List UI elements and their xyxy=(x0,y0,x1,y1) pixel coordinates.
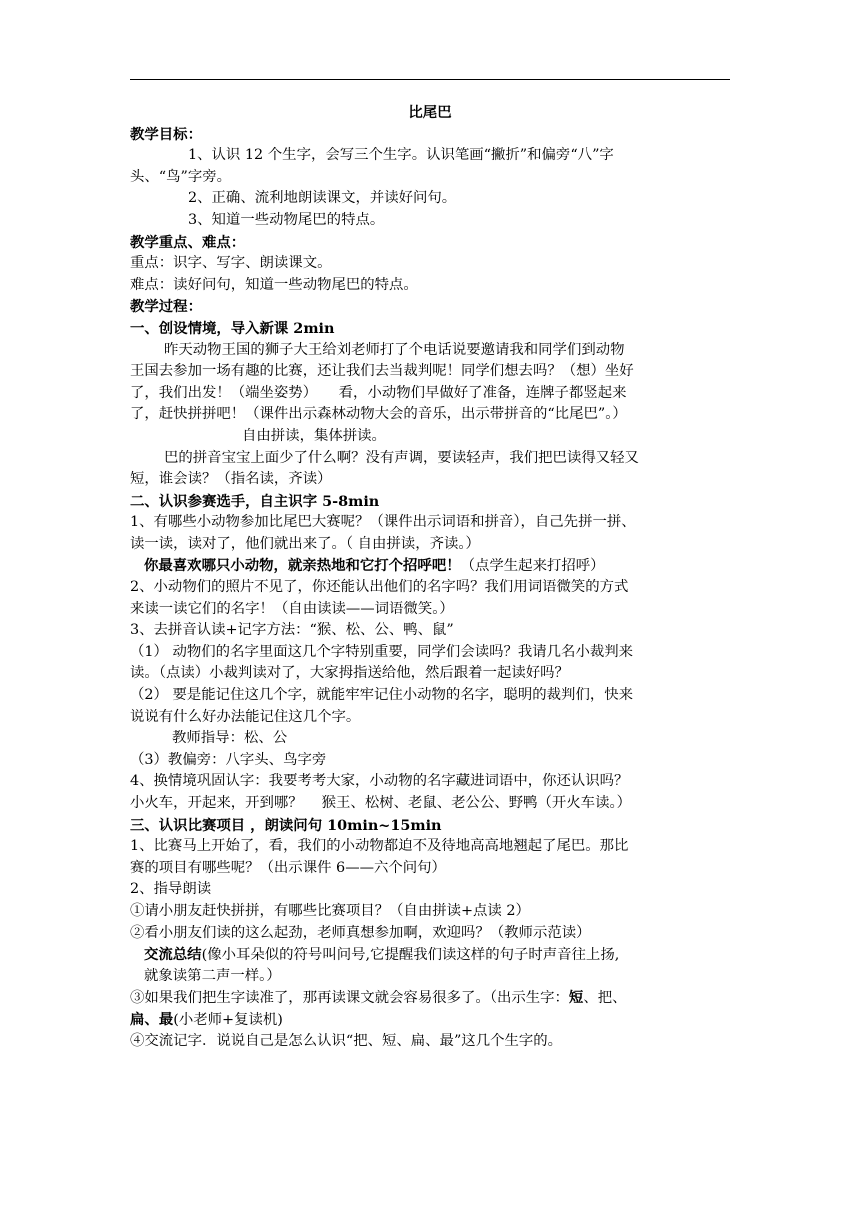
heading-process: 教学过程： xyxy=(130,298,202,316)
section-1-heading: 一、创设情境，导入新课 2min xyxy=(130,319,335,337)
heading-key-points: 教学重点、难点： xyxy=(130,233,246,251)
new-characters-line-2 xyxy=(130,1009,730,1031)
paragraph-line: （2） 要是能记住这几个字，就能牢牢记住小动物的名字，聪明的裁判们，快来 xyxy=(130,687,634,704)
paragraph-line: 2、指导朗读 xyxy=(130,881,212,898)
difficult-point: 难点：读好问句，知道一些动物尾巴的特点。 xyxy=(130,276,418,293)
paragraph-line: 2、小动物们的照片不见了，你还能认出他们的名字吗？我们用词语微笑的方式 xyxy=(130,579,629,596)
new-characters-intro: ③如果我们把生字读准了，那再读课文就会容易很多了。（出示生字： xyxy=(130,990,569,1007)
summary-note: (像小耳朵似的符号叫问号,它提醒我们读这样的句子时声音往上扬, xyxy=(201,947,620,964)
objective-1-cont: 头、“鸟”字旁。 xyxy=(130,168,232,185)
paragraph-line: ④交流记字．说说自己是怎么认识“把、短、扁、最”这几个生字的。 xyxy=(130,1032,563,1049)
objective-1: 1、认识 12 个生字，会写三个生字。认识笔画“撇折”和偏旁“八”字 xyxy=(188,147,614,164)
paragraph-line: 短，谁会读？（指名读，齐读） xyxy=(130,471,332,488)
objective-3: 3、知道一些动物尾巴的特点。 xyxy=(188,211,385,228)
lesson-plan-body xyxy=(130,102,730,1052)
summary-bold: 交流总结 xyxy=(144,946,202,964)
paragraph-line: 4、换情境巩固认字：我要考考大家，小动物的名字藏进词语中，你还认识吗？ xyxy=(130,773,629,790)
paragraph-line: 了，我们出发！（端坐姿势） 看，小动物们早做好了准备，连牌子都竖起来 xyxy=(130,384,627,401)
paragraph-line: 王国去参加一场有趣的比赛，还让我们去当裁判呢！同学们想去吗？（想）坐好 xyxy=(130,363,634,380)
char-zui: 最 xyxy=(158,1010,174,1028)
paragraph-line: ②看小朋友们读的这么起劲，老师真想参加啊，欢迎吗？（教师示范读） xyxy=(130,924,591,941)
section-3-heading: 三、认识比赛项目 ，朗读问句 10min~15min xyxy=(130,816,442,834)
section-2-heading: 二、认识参赛选手，自主识字 5-8min xyxy=(130,492,380,510)
char-separator: 、把、 xyxy=(583,990,627,1007)
paragraph-line: 说说有什么好办法能记住这几个字。 xyxy=(130,708,361,725)
paragraph-line: （3）教偏旁：八字头、鸟字旁 xyxy=(130,751,327,768)
paragraph-line: （1） 动物们的名字里面这几个字特别重要，同学们会读吗？我请几名小裁判来 xyxy=(130,643,634,660)
greeting-bold: 你最喜欢哪只小动物，就亲热地和它打个招呼吧！ xyxy=(144,557,461,575)
paragraph-line: 赛的项目有哪些呢？（出示课件 6——六个问句） xyxy=(130,859,446,876)
paragraph-line: 小火车，开起来，开到哪？ 猴王、松树、老鼠、老公公、野鸭（开火车读。） xyxy=(130,795,632,811)
paragraph-line: 1、比赛马上开始了，看，我们的小动物都迫不及待地高高地翘起了尾巴。那比 xyxy=(130,838,629,855)
greeting-note: （点学生起来打招呼） xyxy=(460,558,605,575)
summary-line xyxy=(130,944,730,966)
char-bian: 扁 xyxy=(130,1010,145,1028)
paragraph-line: 来读一读它们的名字！（自由读读——词语微笑。） xyxy=(130,600,454,617)
paragraph-line: ①请小朋友赶快拼拼，有哪些比赛项目？（自由拼读+点读 2） xyxy=(130,902,530,919)
new-characters-line xyxy=(130,987,730,1009)
paragraph-line: 3、去拼音认读+记字方法：“猴、松、公、鸭、鼠” xyxy=(130,622,454,639)
char-separator: 、 xyxy=(144,1010,159,1028)
paragraph-line: 1、有哪些小动物参加比尾巴大赛呢？（课件出示词语和拼音），自己先拼一拼、 xyxy=(130,514,636,531)
paragraph-line: 教师指导：松、公 xyxy=(172,730,288,747)
paragraph-line: 读。（点读）小裁判读对了，大家拇指送给他，然后跟着一起读好吗？ xyxy=(130,665,569,682)
paragraph-line: 读一读，读对了，他们就出来了。（ 自由拼读，齐读。） xyxy=(130,535,480,552)
page-title: 比尾巴 xyxy=(408,104,452,121)
objective-2: 2、正确、流利地朗读课文，并读好问句。 xyxy=(188,190,457,207)
char-duan: 短 xyxy=(568,989,584,1007)
paragraph-line: 昨天动物王国的狮子大王给刘老师打了个电话说要邀请我和同学们到动物 xyxy=(164,341,625,358)
paragraph-line: 巴的拼音宝宝上面少了什么啊？没有声调，要读轻声，我们把巴读得又轻又 xyxy=(164,449,639,466)
new-characters-method: (小老师+复读机) xyxy=(173,1011,283,1028)
greeting-line xyxy=(130,555,730,577)
paragraph-line: 了，赶快拼拼吧！（课件出示森林动物大会的音乐，出示带拼音的“比尾巴”。） xyxy=(130,406,627,423)
heading-objectives: 教学目标： xyxy=(130,125,202,143)
paragraph-line: 就象读第二声一样。） xyxy=(144,967,281,984)
header-rule xyxy=(130,79,730,80)
paragraph-line: 自由拼读，集体拼读。 xyxy=(242,427,386,444)
key-point: 重点：识字、写字、朗读课文。 xyxy=(130,255,332,272)
